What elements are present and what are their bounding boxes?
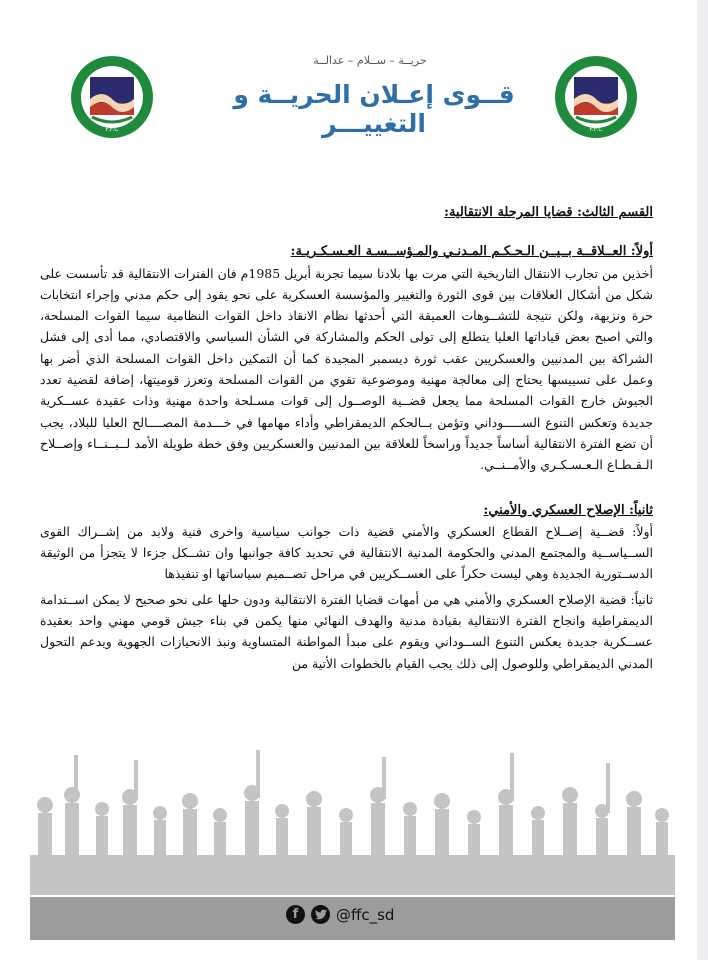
crowd-silhouette-image — [30, 735, 675, 895]
svg-text:F.F.C: F.F.C — [105, 126, 119, 133]
right-margin-strip — [697, 0, 708, 960]
heading-civil-military-relations: أولاً: العــلاقــة بــيــن الـحـكـم المـدنـي والمـؤســسـة العـسـكـريـة: — [290, 244, 653, 260]
twitter-icon[interactable] — [311, 905, 330, 924]
section-title: القسم الثالث: قضايا المرحلة الانتقالية: — [444, 205, 653, 220]
social-handle[interactable]: @ffc_sd — [336, 905, 395, 924]
document-body — [40, 202, 653, 674]
paragraph-reform-first: أولاً: قضــية إصــلاح القطاع العسكري والأمني قضية ذات جوانب سياسية واخرى فنية ولابد من إشــراك القوى الســياســية والمجتمع المدني والحكومة المدنية الانتقالية في تحديد كافة جوانبها وان تشــكل جزءا لا يتجزأ من الوثيقة الدســتورية الجديدة وهي ليست حكراً على العســكريين في مراحل تصــميم سياساتها او تنفيذها — [40, 523, 653, 582]
facebook-icon[interactable]: f — [286, 905, 305, 924]
paragraph-civil-military: أخذين من تجارب الانتقال التاريخية التي مرت بها بلادنا سيما تجربة أبريل 1985م فان الفترات الانتقالية قد تأسست على شكل من أشكال العلاقات بين قوى الثورة والتغيير والمؤسسة العسكرية على نحو يقود إلى حكم مدني وإجراء انتخابات حرة ونزيهة، ولكن نتيجة للتشــوهات العميقة التي أحدثها نظام الانقاذ داخل القوات النظامية سيما القوات المسلحة، والتي اصبح بعض قياداتها العليا يتطلع إلى تولى الحكم والمشاركة في الشأن السياسي والاقتصادي، مما أدى إلى فشل الشراكة بين المدنيين والعسكريين عقب ثورة ديسمبر المجيدة كما أن التمكين داخل القوات المسلحة الذي أضر بها وعمل على تسييسها يحتاج إلى معالجة مهنية وموضوعية تقوي من القوات المسلحة وتعزز قوميتها، إضافة لقضية تعدد الجيوش خارج القوات المسلحة مما يجعل قضــية الوصــول إلى قوات مسـلحة واحدة مهنية وذات عقيدة عســكرية جديدة وتعكس التنوع الســـــوداني وتؤمن بــالحكم الديمقراطي وأداء مهامها في خـــدمة المصــــالح العليا للبلاد، يجب أن تضع الفترة الانتقالية أساساً جديداً وراسخاً للعلاقة بين المدنيين والعسكريين وفق خطة طويلة الأمد لــبــنــاء وإصــلاح الـقـطـاع الـعـسـكـري والأمــنــي. — [40, 265, 653, 473]
ffc-logo-right — [554, 55, 638, 139]
ffc-logo-left — [70, 55, 154, 139]
paragraph-reform-second: ثانياً: قضية الإصلاح العسكري والأمني هي من أمهات قضايا الفترة الانتقالية ودون حلها على نحو صحيح لا يمكن اســتدامة الديمقراطية وانجاح الفترة الانتقالية بقيادة مدنية والهدف النهائي منها يكمن في بناء جيش قومي مهني واحد بعقيدة عســكرية جديدة يعكس التنوع الســوداني ويقوم على مبدأ المواطنة المتساوية ونبذ الانحيازات الجهوية ويدعم التحول المدني الديمقراطي وللوصول إلى ذلك يجب القيام بالخطوات الأتية من — [40, 591, 653, 671]
svg-text:F.F.C: F.F.C — [589, 126, 603, 133]
heading-security-reform: ثانياً: الإصلاح العسكري والأمني: — [483, 502, 653, 518]
organization-title: قــوى إعـلان الحريــة و التغييـــر — [233, 80, 515, 138]
header-motto: حريــة – ســلام – عدالــة — [313, 54, 427, 67]
social-handle-group — [286, 905, 394, 924]
